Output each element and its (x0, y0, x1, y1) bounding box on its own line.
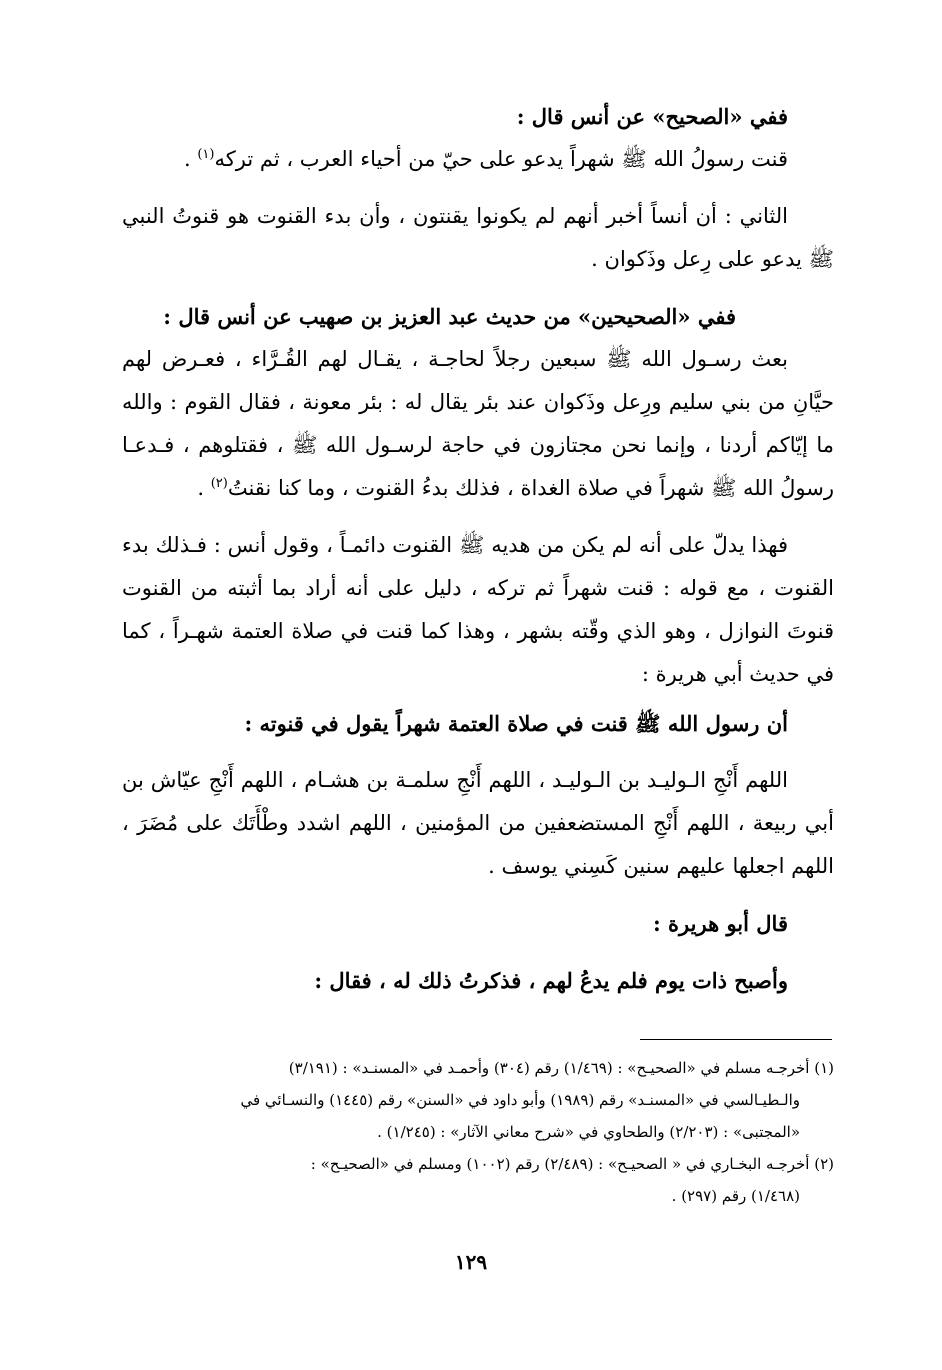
paragraph-intro-sahihain (122, 295, 834, 338)
footnote-separator (640, 1039, 832, 1040)
paragraph-text: فهذا يدلّ على أنه لم يكن من هديه ﷺ القنوت دائمـاً ، وقول أنس : فـذلك بدء القنوت ، مع قوله : قنت شهراً ثم تركه ، دليل على أنه أراد بما أثبته من القنوت قنوتَ النوازل ، وهو الذي وقّته بشهر ، وهذا كما قنت في صلاة العتمة شهـراً ، كما في حديث أبي هريرة : (122, 533, 834, 686)
paragraph-hadith-qunut-month (122, 138, 834, 181)
paragraph-second-point (122, 195, 834, 281)
page-body (122, 95, 834, 1002)
paragraph-text: ففي «الصحيحين» من حديث عبد العزيز بن صهيب عن أنس قال : (163, 304, 736, 329)
paragraph-hadith-bir-maunah (122, 338, 834, 510)
paragraph-text: وأصبح ذات يوم فلم يدعُ لهم ، فذكرتُ ذلك له ، فقال : (314, 968, 788, 993)
paragraph-text: الثاني : أن أنساً أخبر أنهم لم يكونوا يقنتون ، وأن بدء القنوت هو قنوتُ النبي ﷺ يدعو على رِعل وذَكوان . (122, 204, 834, 271)
paragraph-supplication (122, 759, 834, 888)
footnote-reference-1: (١) (197, 147, 215, 162)
footnote-2-line-1: (٢) أخرجـه البخـاري في « الصحيـح» : (٢/٤٨٩) رقم (١٠٠٢) ومسلم في «الصحيـح» : (310, 1155, 834, 1173)
footnote-1-line-1: (١) أخرجـه مسلم في «الصحيـح» : (١/٤٦٩) رقم (٣٠٤) وأحمـد في «المسنـد» : (٣/١٩١) (288, 1059, 834, 1077)
paragraph-abu-hurairah (122, 902, 834, 945)
footnote-1-line-2: والـطيـالسي في «المسنـد» رقم (١٩٨٩) وأبو داود في «السنن» رقم (١٤٤٥) والنسـائي في (240, 1091, 800, 1109)
paragraph-next-day (122, 959, 834, 1002)
footnotes-section (122, 1052, 834, 1212)
paragraph-text: بعث رسـول الله ﷺ سبعين رجلاً لحاجـة ، يقـال لهم القُـرَّاء ، فعـرض لهم حيَّانِ من بني سليم ورِعل وذَكوان عند بئر يقال له : بئر معونة ، فقال القوم : والله ما إيّاكم أردنا ، وإنما نحن مجتازون في حاجة لرسـول الله ﷺ ، فقتلوهم ، فـدعـا رسولُ الله ﷺ شهراً في صلاة الغداة ، فذلك بدءُ القنوت ، وما كنا نقنتُ (122, 347, 834, 500)
footnote-2-line-2: (١/٤٦٨) رقم (٢٩٧) . (671, 1187, 800, 1205)
paragraph-text: أن رسول الله ﷺ قنت في صلاة العتمة شهراً يقول في قنوته : (244, 711, 788, 736)
paragraph-end-mark: . (197, 476, 211, 500)
paragraph-text: قال أبو هريرة : (652, 911, 788, 936)
page-number: ١٢٩ (454, 1250, 488, 1274)
paragraph-commentary (122, 524, 834, 696)
footnote-reference-2: (٢) (210, 476, 228, 491)
paragraph-text: قنت رسولُ الله ﷺ شهراً يدعو على حيّ من أحياء العرب ، ثم تركه (214, 147, 788, 171)
paragraph-intro-sahih (122, 95, 834, 138)
paragraph-end-mark: . (183, 147, 198, 171)
footnote-1-line-3: «المجتبى» : (٢/٢٠٣) والطحاوي في «شرح معاني الآثار» : (١/٢٤٥) . (377, 1123, 800, 1141)
paragraph-text: ففي «الصحيح» عن أنس قال : (516, 104, 788, 129)
paragraph-hadith-atamah (122, 702, 834, 745)
paragraph-text: اللهم أَنْجِ الـوليـد بن الـوليـد ، اللهم أَنْجِ سلمـة بن هشـام ، اللهم أَنْجِ عيّاش بن أبي ربيعة ، اللهم أَنْجِ المستضعفين من المؤمنين ، اللهم اشدد وطْأَتَك على مُضَرَ ، اللهم اجعلها عليهم سنين كَسِني يوسف . (122, 768, 834, 878)
